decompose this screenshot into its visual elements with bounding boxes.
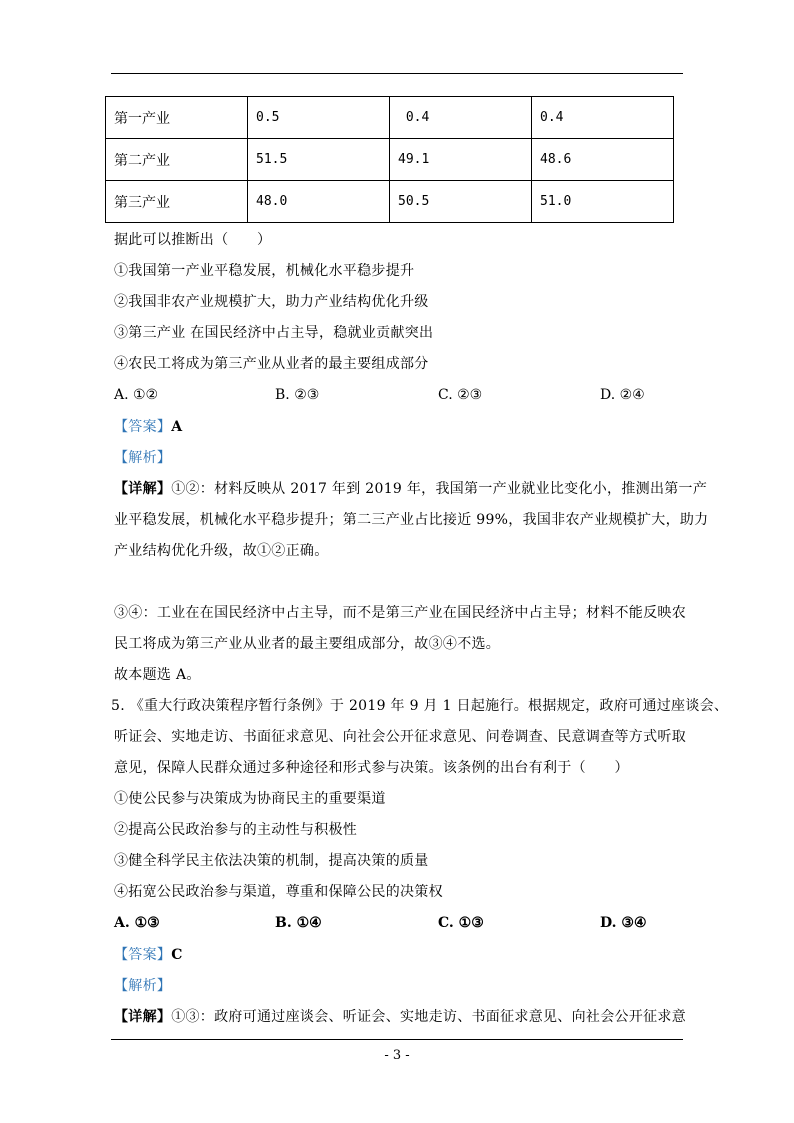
q5-option-c: C. ①③: [438, 915, 484, 931]
q5-item-4: ④拓宽公民政治参与渠道，尊重和保障公民的决策权: [114, 884, 443, 900]
q5-stem-line-2: 听证会、实地走访、书面征求意见、向社会公开征求意见、问卷调查、民意调查等方式听取: [114, 729, 686, 745]
cell-value: 51.5: [248, 139, 390, 181]
table-row: [106, 97, 674, 139]
footer-rule: [111, 1039, 683, 1040]
q5-item-1: ①使公民参与决策成为协商民主的重要渠道: [114, 791, 386, 807]
cell-value: 48.6: [532, 139, 674, 181]
q5-stem-line-3: 意见，保障人民群众通过多种途径和形式参与决策。该条例的出台有利于（ ）: [114, 760, 629, 776]
q5-option-b: B. ①④: [275, 915, 322, 931]
q4-item-4: ④农民工将成为第三产业从业者的最主要组成部分: [114, 356, 429, 372]
q4-option-b: B. ②③: [275, 387, 320, 403]
q4-option-a: A. ①②: [114, 387, 159, 403]
q5-option-d: D. ③④: [600, 915, 647, 931]
cell-value: 0.4: [390, 97, 532, 139]
q4-item-1: ①我国第一产业平稳发展，机械化水平稳步提升: [114, 263, 415, 279]
q4-detail-line-4: ③④：工业在在国民经济中占主导，而不是第三产业在国民经济中占主导；材料不能反映农: [114, 605, 686, 621]
q4-item-3: ③第三产业 在国民经济中占主导，稳就业贡献突出: [114, 325, 434, 341]
cell-value: 49.1: [390, 139, 532, 181]
q5-stem-line-1: 5. 《重大行政决策程序暂行条例》于 2019 年 9 月 1 日起施行。根据规定，政府可通过座谈会、: [111, 698, 729, 714]
q5-detail-line-1: [114, 1007, 686, 1027]
row-label: 第一产业: [106, 97, 248, 139]
answer-label: 【答案】: [114, 419, 172, 435]
q5-answer: [114, 945, 183, 965]
q4-detail-line-1: [114, 479, 707, 499]
detail-text: ①③：政府可通过座谈会、听证会、实地走访、书面征求意见、向社会公开征求意: [171, 1009, 687, 1025]
table-row: [106, 139, 674, 181]
q4-analysis-label: [114, 448, 171, 468]
cell-value: 50.5: [390, 181, 532, 223]
q4-stem: 据此可以推断出（ ）: [114, 232, 272, 248]
q5-option-a: A. ①③: [114, 915, 160, 931]
header-rule: [111, 73, 683, 74]
q4-conclusion: 故本题选 A。: [114, 667, 201, 683]
answer-label: 【答案】: [114, 947, 172, 963]
cell-value: 51.0: [532, 181, 674, 223]
answer-value: A: [171, 419, 183, 435]
q4-detail-line-2: 业平稳发展，机械化水平稳步提升；第二三产业占比接近 99%，我国非农产业规模扩大，助力: [114, 512, 709, 528]
page-number: - 3 -: [384, 1048, 410, 1063]
cell-value: 0.5: [248, 97, 390, 139]
cell-value: 48.0: [248, 181, 390, 223]
detail-text: ①②：材料反映从 2017 年到 2019 年，我国第一产业就业比变化小，推测出第一产: [171, 481, 708, 497]
answer-value: C: [171, 947, 183, 963]
row-label: 第三产业: [106, 181, 248, 223]
row-label: 第二产业: [106, 139, 248, 181]
q5-analysis-label: [114, 976, 171, 996]
q4-answer: [114, 417, 182, 437]
q4-detail-line-3: 产业结构优化升级，故①②正确。: [114, 543, 329, 559]
cell-value: 0.4: [532, 97, 674, 139]
q4-detail-line-5: 民工将成为第三产业从业者的最主要组成部分，故③④不选。: [114, 636, 501, 652]
employment-share-table: [105, 96, 674, 223]
analysis-label: 【解析】: [114, 978, 172, 994]
detail-label: 【详解】: [114, 1009, 172, 1025]
q4-option-d: D. ②④: [600, 387, 645, 403]
detail-label: 【详解】: [114, 481, 172, 497]
table-row: [106, 181, 674, 223]
analysis-label: 【解析】: [114, 450, 172, 466]
q5-item-3: ③健全科学民主依法决策的机制，提高决策的质量: [114, 853, 429, 869]
q4-item-2: ②我国非农产业规模扩大，助力产业结构优化升级: [114, 294, 429, 310]
q4-option-c: C. ②③: [438, 387, 483, 403]
q5-item-2: ②提高公民政治参与的主动性与积极性: [114, 822, 358, 838]
